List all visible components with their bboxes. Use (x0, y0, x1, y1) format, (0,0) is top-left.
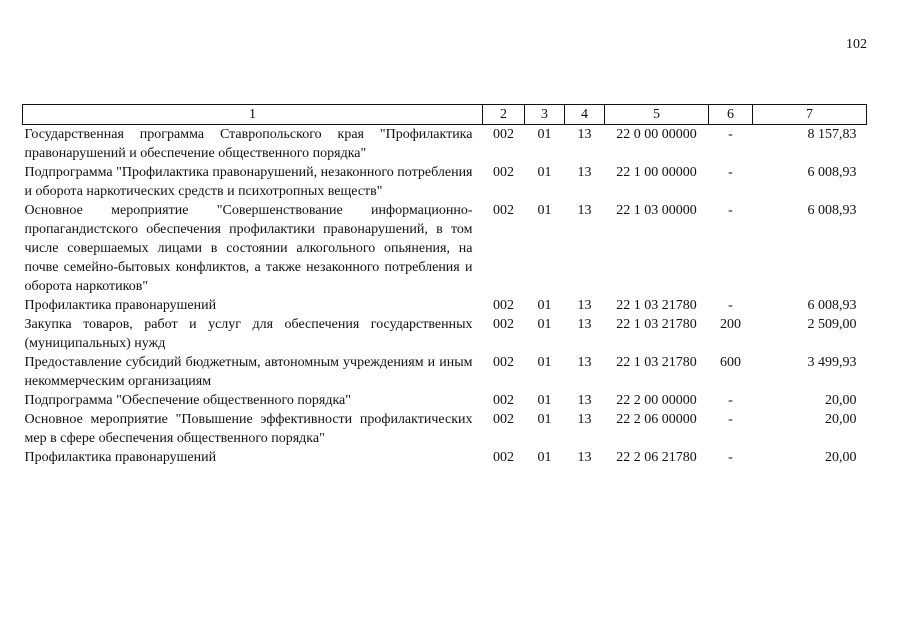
row-code-2: 002 (493, 393, 514, 408)
row-code-3: 01 (537, 450, 552, 465)
header-row (23, 105, 867, 125)
row-code-4: 13 (577, 412, 592, 427)
row-code-5: 22 1 00 00000 (616, 165, 697, 180)
row-code-6: - (728, 165, 733, 180)
row-code-6: - (728, 203, 733, 218)
page-number: 102 (846, 37, 867, 52)
row-name: Подпрограмма "Обеспечение общественного порядка" (24, 393, 351, 408)
row-code-3: 01 (537, 393, 552, 408)
row-code-4: 13 (577, 165, 592, 180)
header-cell: 6 (709, 105, 753, 125)
header-cell: 7 (753, 105, 867, 125)
row-code-4: 13 (577, 203, 592, 218)
row-code-6: 600 (720, 355, 741, 370)
row-code-2: 002 (493, 165, 514, 180)
table-row (23, 296, 867, 315)
row-amount: 20,00 (825, 412, 857, 427)
header-cell: 1 (23, 105, 483, 125)
budget-table (22, 104, 867, 467)
row-code-2: 002 (493, 412, 514, 427)
row-name: Основное мероприятие "Повышение эффективности профилактических мер в сфере обеспечения общественного порядка" (24, 412, 473, 446)
row-code-6: - (728, 127, 733, 142)
row-code-4: 13 (577, 393, 592, 408)
row-code-3: 01 (537, 165, 552, 180)
table-row (23, 201, 867, 296)
row-code-2: 002 (493, 317, 514, 332)
row-code-6: - (728, 298, 733, 313)
row-amount: 6 008,93 (807, 203, 857, 218)
row-code-3: 01 (537, 127, 552, 142)
row-code-5: 22 1 03 00000 (616, 203, 697, 218)
row-code-5: 22 1 03 21780 (616, 298, 697, 313)
table-row (23, 353, 867, 391)
row-name: Государственная программа Ставропольского края "Профилактика правонарушений и обеспечение общественного порядка" (24, 127, 473, 161)
row-code-5: 22 0 00 00000 (616, 127, 697, 142)
row-code-4: 13 (577, 355, 592, 370)
header-cell: 3 (525, 105, 565, 125)
row-amount: 8 157,83 (807, 127, 857, 142)
table-row (23, 125, 867, 164)
table-row (23, 315, 867, 353)
row-amount: 6 008,93 (807, 165, 857, 180)
row-code-4: 13 (577, 127, 592, 142)
row-code-6: - (728, 412, 733, 427)
row-code-5: 22 1 03 21780 (616, 355, 697, 370)
row-code-4: 13 (577, 450, 592, 465)
row-amount: 2 509,00 (807, 317, 857, 332)
header-cell: 5 (605, 105, 709, 125)
row-name: Предоставление субсидий бюджетным, автономным учреждениям и иным некоммерческим организациям (24, 355, 473, 389)
row-name: Закупка товаров, работ и услуг для обеспечения государственных (муниципальных) нужд (24, 317, 473, 351)
row-amount: 20,00 (825, 393, 857, 408)
row-name: Профилактика правонарушений (24, 298, 217, 313)
header-cell: 2 (483, 105, 525, 125)
row-name: Профилактика правонарушений (24, 450, 217, 465)
table-row (23, 448, 867, 467)
row-code-6: - (728, 393, 733, 408)
row-code-2: 002 (493, 298, 514, 313)
row-code-5: 22 2 06 00000 (616, 412, 697, 427)
row-code-5: 22 2 06 21780 (616, 450, 697, 465)
row-code-6: 200 (720, 317, 741, 332)
row-code-2: 002 (493, 203, 514, 218)
row-code-2: 002 (493, 450, 514, 465)
row-code-3: 01 (537, 317, 552, 332)
row-code-3: 01 (537, 412, 552, 427)
row-name: Основное мероприятие "Совершенствование информационно-пропагандистского обеспечения профилактики правонарушений, в том числе совершаемых лицами в состоянии алкогольного опьянения, на почве семейно-бытовых конфликтов, а также незаконного потребления и оборота наркотиков" (24, 203, 473, 294)
row-code-3: 01 (537, 355, 552, 370)
row-code-6: - (728, 450, 733, 465)
row-amount: 3 499,93 (807, 355, 857, 370)
row-amount: 6 008,93 (807, 298, 857, 313)
table-row (23, 410, 867, 448)
row-code-3: 01 (537, 298, 552, 313)
row-code-3: 01 (537, 203, 552, 218)
row-code-4: 13 (577, 317, 592, 332)
row-amount: 20,00 (825, 450, 857, 465)
row-code-4: 13 (577, 298, 592, 313)
row-code-2: 002 (493, 355, 514, 370)
table-row (23, 163, 867, 201)
row-code-2: 002 (493, 127, 514, 142)
row-name: Подпрограмма "Профилактика правонарушений, незаконного потребления и оборота наркотических средств и психотропных веществ" (24, 165, 473, 199)
header-cell: 4 (565, 105, 605, 125)
table-row (23, 391, 867, 410)
row-code-5: 22 2 00 00000 (616, 393, 697, 408)
row-code-5: 22 1 03 21780 (616, 317, 697, 332)
